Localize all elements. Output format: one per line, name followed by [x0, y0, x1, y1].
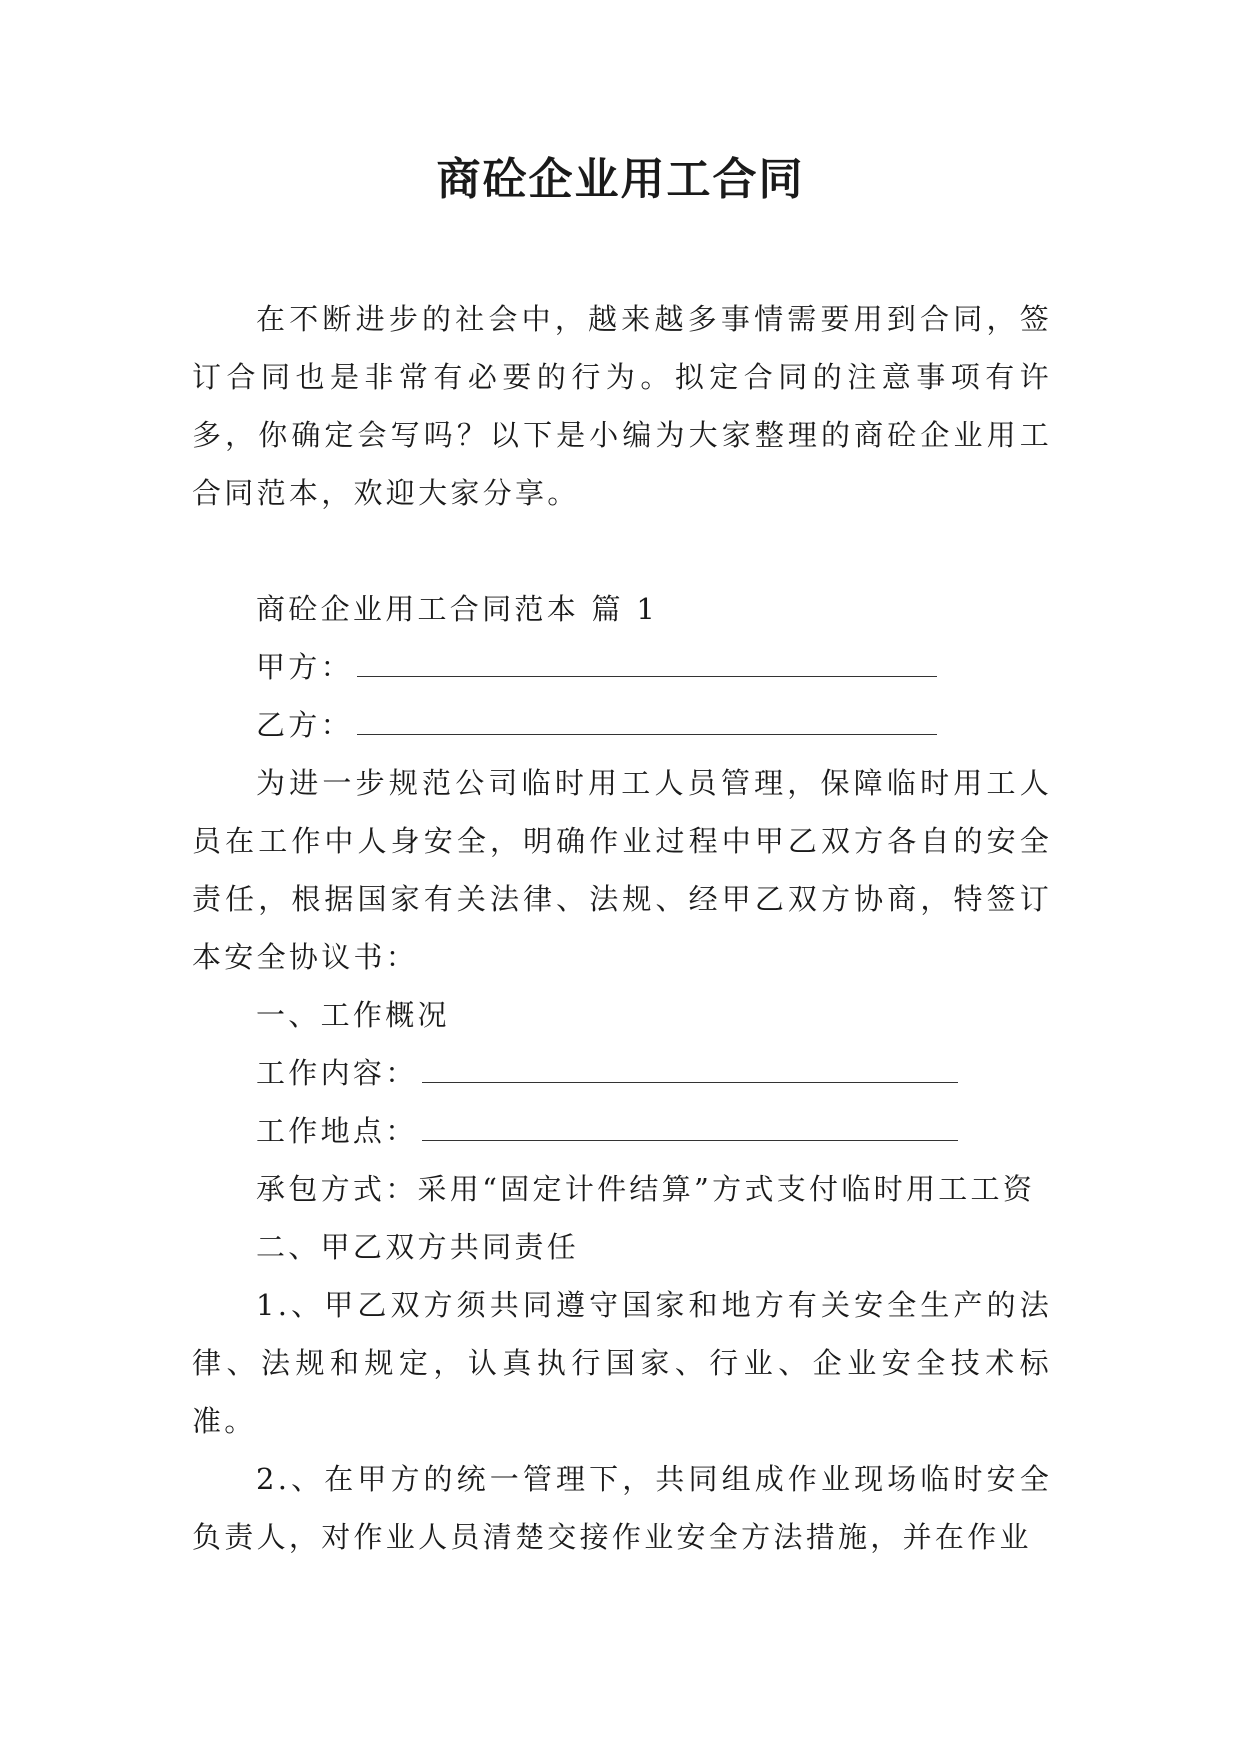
part-two-item-1: 1.、甲乙双方须共同遵守国家和地方有关安全生产的法律、法规和规定，认真执行国家、行业、企业安全技术标准。 [192, 1288, 1052, 1438]
document-body [192, 290, 1052, 1566]
document-title: 商砼企业用工合同 [436, 154, 805, 205]
part-two-heading: 二、甲乙双方共同责任 [256, 1230, 580, 1264]
part-one-heading: 一、工作概况 [256, 998, 450, 1032]
work-location-blank-line [422, 1120, 958, 1141]
party-b-row [192, 696, 1052, 754]
party-a-blank-line [357, 656, 937, 677]
party-b-blank-line [357, 714, 937, 735]
contract-method-paragraph: 承包方式：采用“固定计件结算”方式支付临时用工工资 [256, 1172, 1036, 1206]
party-a-row [192, 638, 1052, 696]
party-a-label: 甲方： [256, 650, 353, 684]
preamble-paragraph: 为进一步规范公司临时用工人员管理，保障临时用工人员在工作中人身安全，明确作业过程中甲乙双方各自的安全责任，根据国家有关法律、法规、经甲乙双方协商，特签订本安全协议书： [192, 766, 1052, 974]
work-location-row [192, 1102, 1052, 1160]
part-two-item-2: 2.、在甲方的统一管理下，共同组成作业现场临时安全负责人，对作业人员清楚交接作业安全方法措施，并在作业 [192, 1462, 1052, 1554]
section-heading: 商砼企业用工合同范本 篇 1 [256, 592, 659, 626]
work-location-label: 工作地点： [256, 1114, 418, 1148]
work-content-blank-line [422, 1062, 958, 1083]
work-content-row [192, 1044, 1052, 1102]
intro-paragraph: 在不断进步的社会中，越来越多事情需要用到合同，签订合同也是非常有必要的行为。拟定合同的注意事项有许多，你确定会写吗？以下是小编为大家整理的商砼企业用工合同范本，欢迎大家分享。 [192, 302, 1052, 510]
party-b-label: 乙方： [256, 708, 353, 742]
work-content-label: 工作内容： [256, 1056, 418, 1090]
paragraph-gap [192, 522, 1052, 580]
